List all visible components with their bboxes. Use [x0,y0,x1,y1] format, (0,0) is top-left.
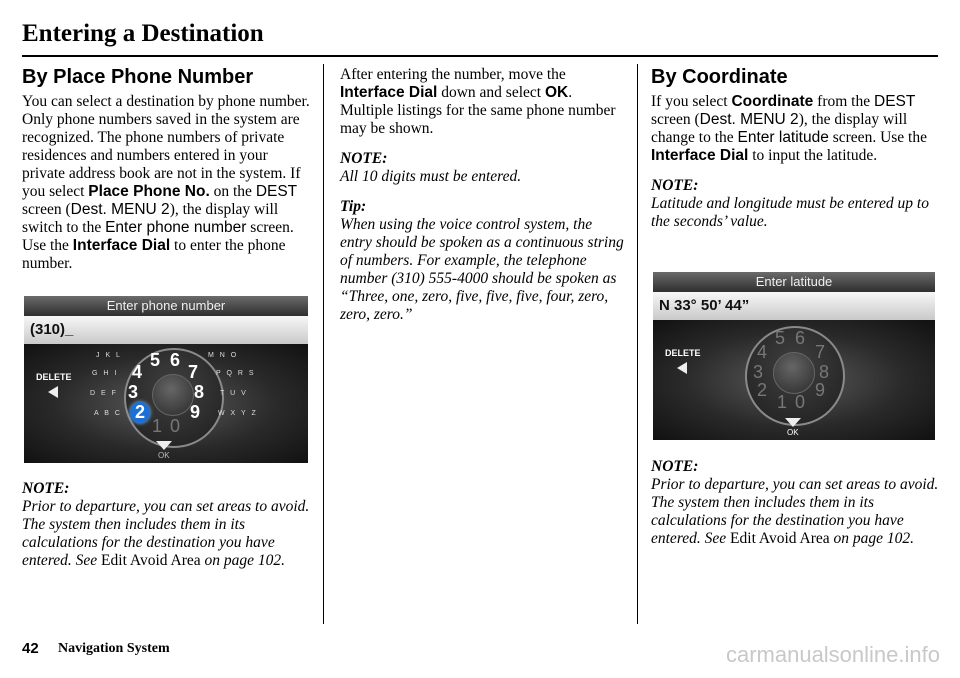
letters-jkl: J K L [96,352,122,359]
text: on the [209,183,256,200]
ui-term-place-phone-no: Place Phone No. [88,183,210,200]
digit-1[interactable]: 1 [152,416,163,436]
ui-term-dest: DEST [874,93,916,110]
letters-ghi: G H I [92,370,119,377]
letters-abc: A B C [94,410,122,417]
digit-7[interactable]: 7 [815,342,826,362]
digit-8[interactable]: 8 [819,362,830,382]
digit-9[interactable]: 9 [190,402,201,422]
tip-heading: Tip: [340,198,367,215]
note-avoid-areas [651,476,941,548]
column-divider-2 [637,64,638,624]
text: ), the display will change to the [651,111,908,146]
digit-7[interactable]: 7 [188,362,199,382]
digit-3[interactable]: 3 [128,382,139,402]
dial-center [773,352,815,394]
note-heading: NOTE: [22,480,70,497]
note-heading: NOTE: [651,177,699,194]
digit-5[interactable]: 5 [150,350,161,370]
ui-term-interface-dial: Interface Dial [340,84,438,101]
text: on page 102. [200,552,286,569]
digit-1[interactable]: 1 [777,392,788,412]
footer-page-number: 42 [22,640,39,657]
digit-0[interactable]: 0 [170,416,181,436]
after-entering-paragraph [340,66,625,138]
ui-term-interface-dial: Interface Dial [72,237,171,254]
letters-wxyz: W X Y Z [218,410,258,417]
text: You can select a destination by phone number. Only phone numbers saved in the system are recognized. The phone numbers of private residences and numbers entered in your private address book are not in the system. If you select [22,93,310,200]
page-title: Entering a Destination [22,20,264,47]
ui-term-enter-phone-number: Enter phone number [105,219,247,236]
column-by-coordinate [651,66,941,547]
text: screen ( [651,111,700,128]
ui-term-dest-menu-2: Dest. MENU 2 [699,111,799,128]
watermark: carmanualsonline.info [725,642,940,667]
column-divider-1 [323,64,324,624]
footer-label: Navigation System [58,641,170,656]
note-heading: NOTE: [651,458,699,475]
text: screen. Use the [22,219,294,254]
text: After entering the number, move the [340,66,566,83]
text: Prior to departure, you can set areas to avoid. The system then includes them in its calculations for the destination you have entered. See [651,476,939,547]
text: on page 102. [829,530,915,547]
tip-voice-control: When using the voice control system, the entry should be spoken as a continuous string of numbers. For example, the telephone number (310) 555-4000 should be spoken as “Three, one, zero, five, five, five, four, zero, zero, zero.” [340,216,624,323]
text: to input the latitude. [748,147,878,164]
letters-mno: M N O [208,352,239,359]
digit-3[interactable]: 3 [753,362,764,382]
text: If you select [651,93,732,110]
text: down and select [437,84,545,101]
digit-6[interactable]: 6 [170,350,181,370]
digit-6[interactable]: 6 [795,328,806,348]
digit-8[interactable]: 8 [194,382,205,402]
delete-arrow-icon[interactable] [48,386,58,398]
letters-pqrs: P Q R S [216,370,256,377]
delete-label: DELETE [36,372,72,382]
digit-5[interactable]: 5 [775,328,786,348]
ui-term-ok: OK [544,84,569,101]
digit-4[interactable]: 4 [132,362,143,382]
note-ten-digits: All 10 digits must be entered. [340,168,522,185]
ui-term-interface-dial: Interface Dial [651,147,749,164]
phone-number-screen [24,296,308,463]
column-continued [340,66,625,324]
delete-arrow-icon[interactable] [677,362,687,374]
letters-def: D E F [90,390,118,397]
note-seconds-value: Latitude and longitude must be entered up to the seconds’ value. [651,195,929,230]
ok-arrow-icon[interactable] [156,441,172,450]
ui-term-coordinate: Coordinate [731,93,814,110]
letters-tuv: T U V [220,390,248,397]
ok-arrow-icon[interactable] [785,418,801,427]
phone-entry-field: (310)_ [24,316,308,344]
digit-2-selected[interactable]: 2 [130,402,150,423]
ok-label[interactable]: OK [787,428,799,437]
text: Prior to departure, you can set areas to avoid. The system then includes them in its calculations for the destination you have entered. See [22,498,310,569]
digit-9[interactable]: 9 [815,380,826,400]
section-heading-coordinate: By Coordinate [651,66,788,88]
text: . Multiple listings for the same phone number may be shown. [340,84,616,137]
digit-0[interactable]: 0 [795,392,806,412]
note-avoid-areas [22,498,312,570]
column-place-phone-number [22,66,312,569]
ui-term-enter-latitude: Enter latitude [737,129,829,146]
text: from the [813,93,874,110]
note-heading: NOTE: [340,150,388,167]
coordinate-intro [651,93,941,165]
ui-term-dest: DEST [255,183,298,200]
latitude-entry-field: N 33° 50’ 44” [653,292,935,320]
text: screen. Use the [828,129,927,146]
ok-label[interactable]: OK [158,451,170,460]
screen-header: Enter phone number [24,296,308,316]
place-phone-intro [22,93,312,273]
link-edit-avoid-area[interactable]: Edit Avoid Area [101,552,201,569]
latitude-screen [653,272,935,440]
digit-2[interactable]: 2 [757,380,768,400]
digit-4[interactable]: 4 [757,342,768,362]
screen-header: Enter latitude [653,272,935,292]
delete-label: DELETE [665,348,701,358]
link-edit-avoid-area[interactable]: Edit Avoid Area [730,530,830,547]
section-heading-place-phone: By Place Phone Number [22,66,254,88]
text: to enter the phone number. [22,237,286,272]
text: screen ( [22,201,71,218]
ui-term-dest-menu-2: Dest. MENU 2 [70,201,170,218]
title-rule [22,55,938,57]
text: ), the display will switch to the [22,201,279,236]
